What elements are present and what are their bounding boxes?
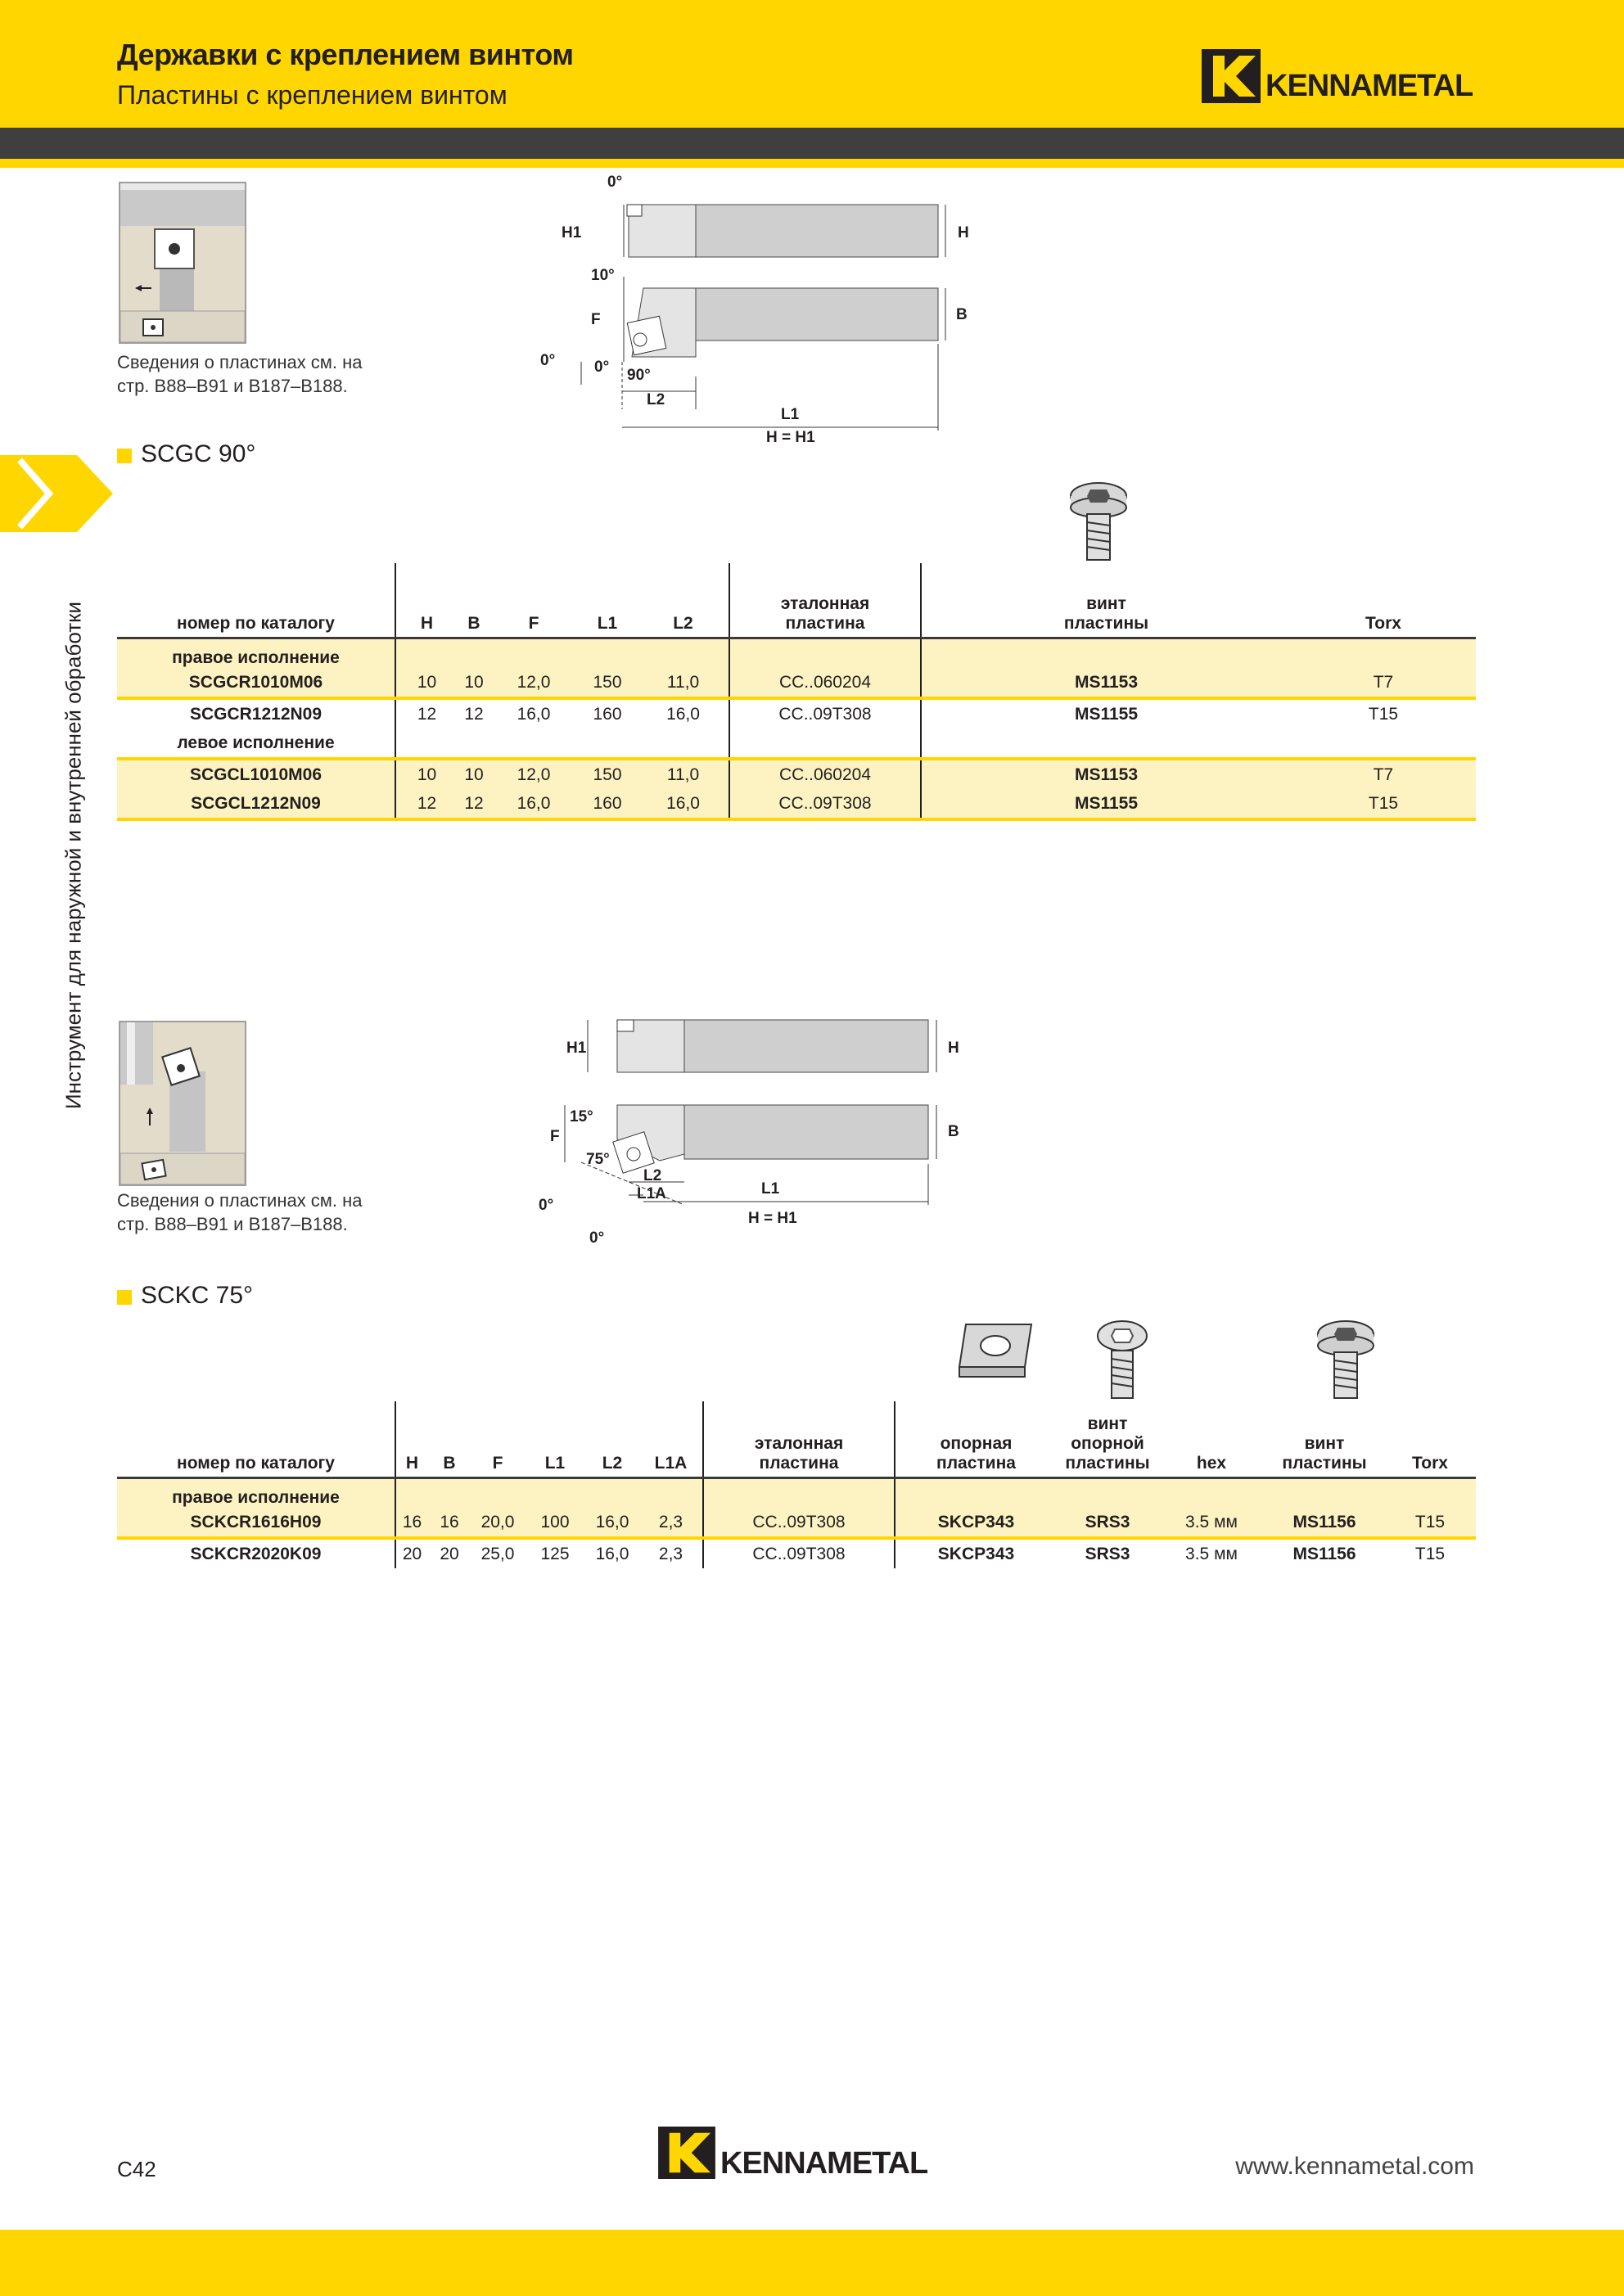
spec-table-scgc	[117, 563, 1476, 821]
shim-screw-icon	[1095, 1319, 1149, 1405]
website-link[interactable]: www.kennametal.com	[1235, 2153, 1474, 2180]
col-header-L2: L2	[638, 563, 729, 638]
dim-label: L2	[643, 1167, 662, 1184]
header-yellow-line	[0, 159, 1624, 168]
col-header-L1A: L1A	[639, 1401, 703, 1478]
col-header-screw: винт пластины	[1265, 1401, 1384, 1478]
dim-label: L1	[761, 1180, 780, 1198]
col-header-B: B	[458, 563, 490, 638]
dim-label: F	[550, 1128, 560, 1145]
holder-photo-scgc	[119, 182, 246, 344]
col-header-catalog: номер по каталогу	[117, 1401, 395, 1478]
page-title: Державки с креплением винтом	[117, 38, 574, 71]
dim-label: H	[948, 1040, 959, 1057]
angle-label: 0°	[589, 1229, 605, 1247]
table-row: SCGCL1212N09 12 12 16,0 160 16,0 CC..09T308 MS1155 T15	[117, 789, 1476, 819]
spec-table-sckc	[117, 1401, 1476, 1568]
kennametal-k-icon	[658, 2127, 715, 2179]
table-row: SCGCR1010M06 10 10 12,0 150 11,0 CC..060204 MS1153 T7	[117, 668, 1476, 698]
dim-label: H = H1	[748, 1210, 797, 1227]
angle-label: 0°	[607, 174, 623, 191]
angle-label: 0°	[539, 1197, 554, 1214]
section-marker	[117, 449, 132, 463]
col-header-catalog: номер по каталогу	[117, 563, 395, 638]
footer-band	[0, 2230, 1624, 2296]
dim-label: B	[948, 1123, 959, 1140]
page-number: C42	[117, 2157, 156, 2181]
footer-kennametal-logo	[658, 2127, 928, 2183]
section-marker	[117, 1290, 132, 1305]
col-header-shim-screw: винт опорной пластины	[1057, 1401, 1158, 1478]
angle-label: 0°	[540, 352, 556, 369]
col-header-torx: Torx	[1384, 1401, 1476, 1478]
col-header-ref-insert: эталонная пластина	[729, 563, 921, 638]
section-title-sckc: SCKC 75°	[141, 1282, 254, 1309]
insert-reference-note: Сведения о пластинах см. на стр. B88–B91 и B187–B188.	[117, 1190, 363, 1234]
dimension-drawing-scgc	[532, 172, 990, 454]
shim-icon	[954, 1319, 1036, 1386]
group-label-right: правое исполнение	[117, 638, 395, 669]
angle-label: 10°	[591, 267, 615, 284]
footer-logo-wordmark: KENNAMETAL	[720, 2146, 928, 2181]
group-label-right: правое исполнение	[117, 1478, 395, 1509]
group-label-left: левое исполнение	[117, 728, 395, 759]
col-header-hex: hex	[1158, 1401, 1265, 1478]
dim-label: L1	[781, 406, 800, 423]
dim-label: H = H1	[766, 429, 815, 446]
col-header-ref-insert: эталонная пластина	[703, 1401, 895, 1478]
dim-label: H1	[562, 224, 582, 241]
angle-label: 0°	[594, 359, 610, 376]
insert-reference-note: Сведения о пластинах см. на стр. B88–B91 и B187–B188.	[117, 352, 363, 396]
kennametal-k-icon	[1202, 49, 1261, 103]
insert-screw-icon	[1315, 1319, 1377, 1405]
section-title-scgc: SCGC 90°	[141, 440, 256, 467]
holder-photo-sckc	[119, 1021, 246, 1186]
logo-wordmark: KENNAMETAL	[1265, 69, 1473, 103]
angle-label: 15°	[570, 1108, 593, 1125]
header-dark-band	[0, 128, 1624, 159]
dimension-drawing-sckc	[532, 1008, 990, 1258]
dim-label: L1A	[637, 1185, 666, 1202]
dim-label: H1	[566, 1040, 587, 1057]
dim-label: F	[591, 311, 601, 328]
col-header-H: H	[395, 563, 458, 638]
dim-label: H	[958, 224, 969, 241]
table-row: SCKCR1616H09 16 16 20,0 100 16,0 2,3 CC..09T308 SKCP343 SRS3 3.5 мм MS1156 T15	[117, 1508, 1476, 1538]
side-tab-arrow	[0, 455, 113, 536]
col-header-F: F	[490, 563, 577, 638]
dim-label: B	[956, 306, 968, 323]
col-header-L1: L1	[577, 563, 638, 638]
side-tab-label: Инструмент для наружной и внутренней обработки	[61, 601, 86, 1110]
table-row: SCGCR1212N09 12 12 16,0 160 16,0 CC..09T308 MS1155 T15	[117, 698, 1476, 728]
angle-label: 75°	[586, 1151, 610, 1168]
col-header-B: B	[428, 1401, 471, 1478]
chevron-tab-icon	[0, 455, 113, 532]
col-header-shim: опорная пластина	[895, 1401, 1057, 1478]
table-row: SCKCR2020K09 20 20 25,0 125 16,0 2,3 CC..09T308 SKCP343 SRS3 3.5 мм MS1156 T15	[117, 1538, 1476, 1568]
dim-label: L2	[647, 391, 665, 408]
table-row: SCGCL1010M06 10 10 12,0 150 11,0 CC..060204 MS1153 T7	[117, 759, 1476, 789]
col-header-L2: L2	[585, 1401, 639, 1478]
col-header-screw: винт пластины	[921, 563, 1291, 638]
col-header-torx: Torx	[1291, 563, 1476, 638]
angle-label: 90°	[627, 367, 651, 384]
kennametal-logo	[1202, 49, 1473, 107]
col-header-F: F	[471, 1401, 525, 1478]
col-header-H: H	[395, 1401, 428, 1478]
page-subtitle: Пластины с креплением винтом	[117, 80, 508, 110]
col-header-L1: L1	[525, 1401, 585, 1478]
insert-screw-icon	[1067, 481, 1130, 567]
